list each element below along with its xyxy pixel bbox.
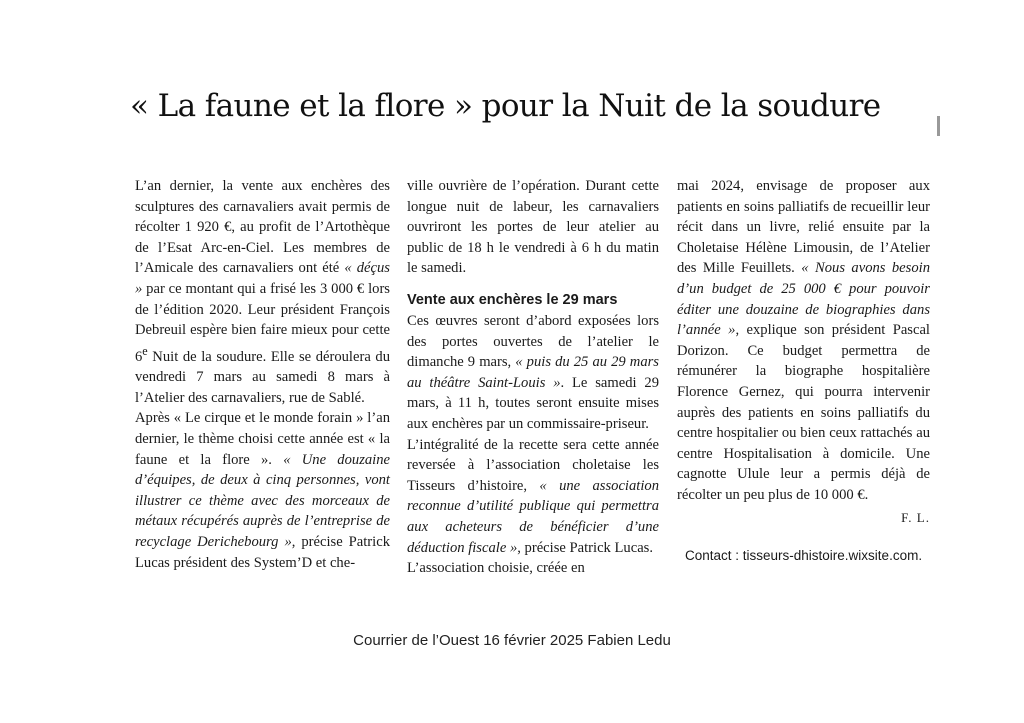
paragraph	[407, 311, 659, 435]
paragraph	[135, 176, 390, 408]
paragraph	[135, 408, 390, 573]
text-run: Nuit de la soudure. Elle se déroulera du vendredi 7 mars au samedi 8 mars à l’Atelier des carnavaliers, rue de Sablé.	[135, 348, 390, 406]
page-edge-mark	[937, 116, 940, 136]
text-run: Après « Le cirque et le monde forain » l’an dernier, le thème choisi cette année est « la faune et la flore ».	[135, 410, 390, 468]
quote-run: « une association reconnue d’utilité publique qui permettra aux acheteurs de bénéficier d’une déduction fiscale »	[407, 477, 659, 556]
paragraph	[677, 176, 930, 506]
text-run: L’an dernier, la vente aux enchères des sculptures des carnavaliers avait permis de récolter 1 920 €, au profit de l’Artothèque de l’Esat Arc-en-Ciel. Les membres de l’Amicale des carnavaliers ont été	[135, 178, 390, 277]
superscript: e	[142, 343, 148, 358]
text-run: Ces œuvres seront d’abord exposées lors des portes ouvertes de l’atelier le dimanche 9 mars,	[407, 312, 659, 371]
contact-line: Contact : tisseurs-dhistoire.wixsite.com.	[685, 548, 923, 564]
article-column-3	[677, 176, 930, 566]
text-run: , précise Patrick Lucas.	[517, 539, 653, 556]
source-caption: Courrier de l’Ouest 16 février 2025 Fabien Ledu	[353, 632, 671, 649]
author-signature: F. L.	[901, 509, 930, 525]
article-column-1	[135, 176, 390, 573]
text-run: L’intégralité de la recette sera cette année reversée à l’association choletaise les Tisseurs d’histoire,	[407, 436, 659, 494]
text-run: par ce montant qui a frisé les 3 000 € lors de l’édition 2020. Leur président François Debreuil espère bien faire mieux pour cette 6	[135, 280, 390, 365]
quote-run: « puis du 25 au 29 mars au théâtre Saint-Louis »	[407, 354, 659, 391]
paragraph	[407, 435, 659, 559]
paragraph: ville ouvrière de l’opération. Durant cette longue nuit de labeur, les carnavaliers ouvriront les portes de leur atelier au public de 18 h le vendredi à 6 h du matin le samedi.	[407, 178, 659, 277]
quote-run: « déçus »	[135, 260, 390, 297]
text-run: , explique son président Pascal Dorizon. Ce budget permettra de rémunérer la biographe hospitalière Florence Gernez, qui pourra intervenir auprès des patients en soins palliatifs du centre hospitalier ou bien ceux rattachés au centre Hospitalisation à domicile. Une cagnotte Ulule leur a permis déjà de récolter un peu plus de 10 000 €.	[677, 322, 930, 503]
quote-run: « Une douzaine d’équipes, de deux à cinq personnes, vont illustrer ce thème avec des morceaux de métaux récupérés auprès de l’entreprise de recyclage Derichebourg »	[135, 451, 390, 550]
text-run: . Le samedi 29 mars, à 11 h, toutes seront ensuite mises aux enchères par un commissaire-priseur.	[407, 374, 660, 432]
paragraph: L’association choisie, créée en	[407, 560, 585, 577]
subheading: Vente aux enchères le 29 mars	[407, 291, 618, 308]
article-column-2	[407, 176, 659, 579]
text-run: , précise Patrick Lucas président des System’D et che-	[135, 533, 390, 571]
quote-run: « Nous avons besoin d’un budget de 25 000 € pour pouvoir éditer une douzaine de biographies dans l’année »	[677, 260, 930, 339]
text-run: mai 2024, envisage de proposer aux patients en soins palliatifs de recueillir leur récit dans un livre, relié ensuite par la Choletaise Hélène Limousin, de l’Atelier des Mille Feuillets.	[677, 178, 930, 277]
headline: « La faune et la flore » pour la Nuit de la soudure	[130, 88, 881, 124]
